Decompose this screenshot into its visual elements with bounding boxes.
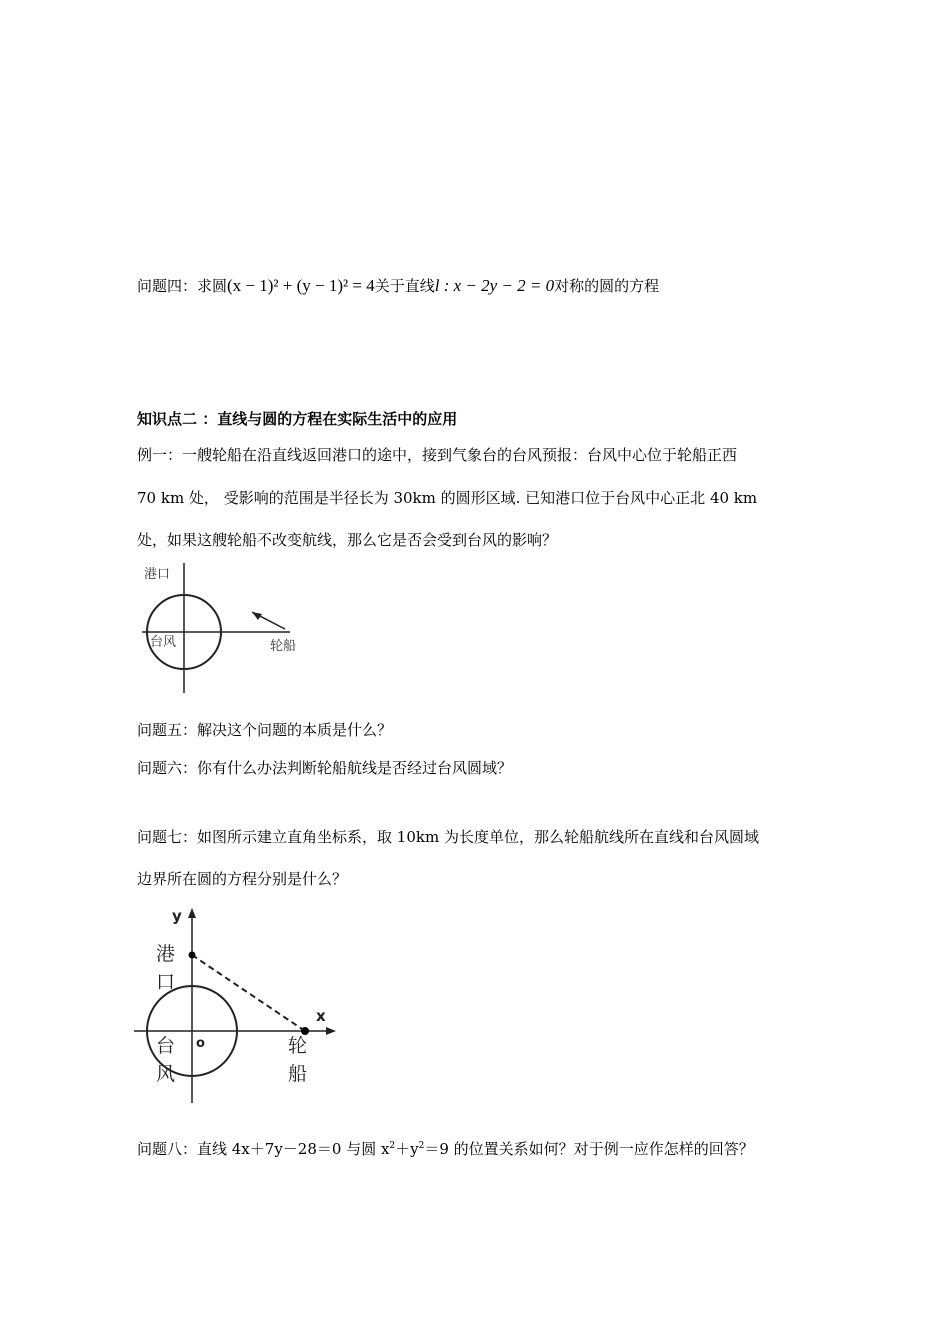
question-8 [137,1136,754,1159]
typhoon-sketch-figure [140,560,310,695]
question-4-prefix: 问题四：求圆 [137,277,228,295]
question-4-suffix: 对称的圆的方程 [554,277,660,295]
question-6: 问题六：你有什么办法判断轮船航线是否经过台风圆域？ [137,759,513,777]
figure2-ship-label-1: 轮 [288,1035,308,1057]
example-1-line-3: 处，如果这艘轮船不改变航线，那么它是否会受到台风的影响？ [137,531,558,549]
question-7-line-2: 边界所在圆的方程分别是什么？ [137,870,348,888]
figure1-arrow-head [252,612,262,620]
question-7-line-1: 问题七：如图所示建立直角坐标系，取 10km 为长度单位，那么轮船航线所在直线和台风圆域 [137,828,759,846]
section-title: 知识点二 ：直线与圆的方程在实际生活中的应用 [137,410,458,428]
figure2-ship-label-2: 船 [288,1063,308,1085]
figure2-x-arrow [326,1027,336,1035]
figure2-typhoon-label-1: 台 [156,1035,176,1057]
figure2-ship-point [301,1027,309,1035]
question-4-middle: 关于直线 [374,277,435,295]
question-8-part-3: ＝9 的位置关系如何？对于例一应作怎样的回答？ [424,1140,754,1158]
question-8-sup-2: 2 [418,1141,425,1151]
question-4 [137,276,659,296]
figure2-y-label: y [172,907,182,925]
line-equation: l : x − 2y − 2 = 0 [434,276,555,295]
question-8-sup-1: 2 [389,1141,396,1151]
figure2-port-label-2: 口 [156,971,176,993]
figure2-port-label-1: 港 [156,943,176,965]
figure2-x-label: x [316,1007,326,1025]
example-1-line-2: 70 km 处， 受影响的范围是半径长为 30km 的圆形区域. 已知港口位于台风中心正北 40 km [137,489,758,507]
figure2-ship-route-line [192,955,305,1031]
figure2-port-point [189,952,196,959]
figure1-ship-label: 轮船 [270,639,297,654]
question-5: 问题五：解决这个问题的本质是什么？ [137,721,393,739]
coordinate-figure [130,905,345,1105]
example-1-line-1: 例一：一艘轮船在沿直线返回港口的途中，接到气象台的台风预报：台风中心位于轮船正西 [137,446,738,464]
figure1-typhoon-label: 台风 [150,635,177,650]
figure1-port-label: 港口 [144,567,171,582]
figure2-origin-label: o [196,1036,205,1051]
question-8-part-1: 问题八：直线 4x＋7y－28＝0 与圆 x [137,1140,390,1158]
figure2-typhoon-label-2: 风 [156,1063,176,1085]
figure2-y-arrow [188,908,196,918]
question-8-part-2: ＋y [395,1140,419,1158]
circle-equation: (x − 1)² + (y − 1)² = 4 [227,276,375,295]
